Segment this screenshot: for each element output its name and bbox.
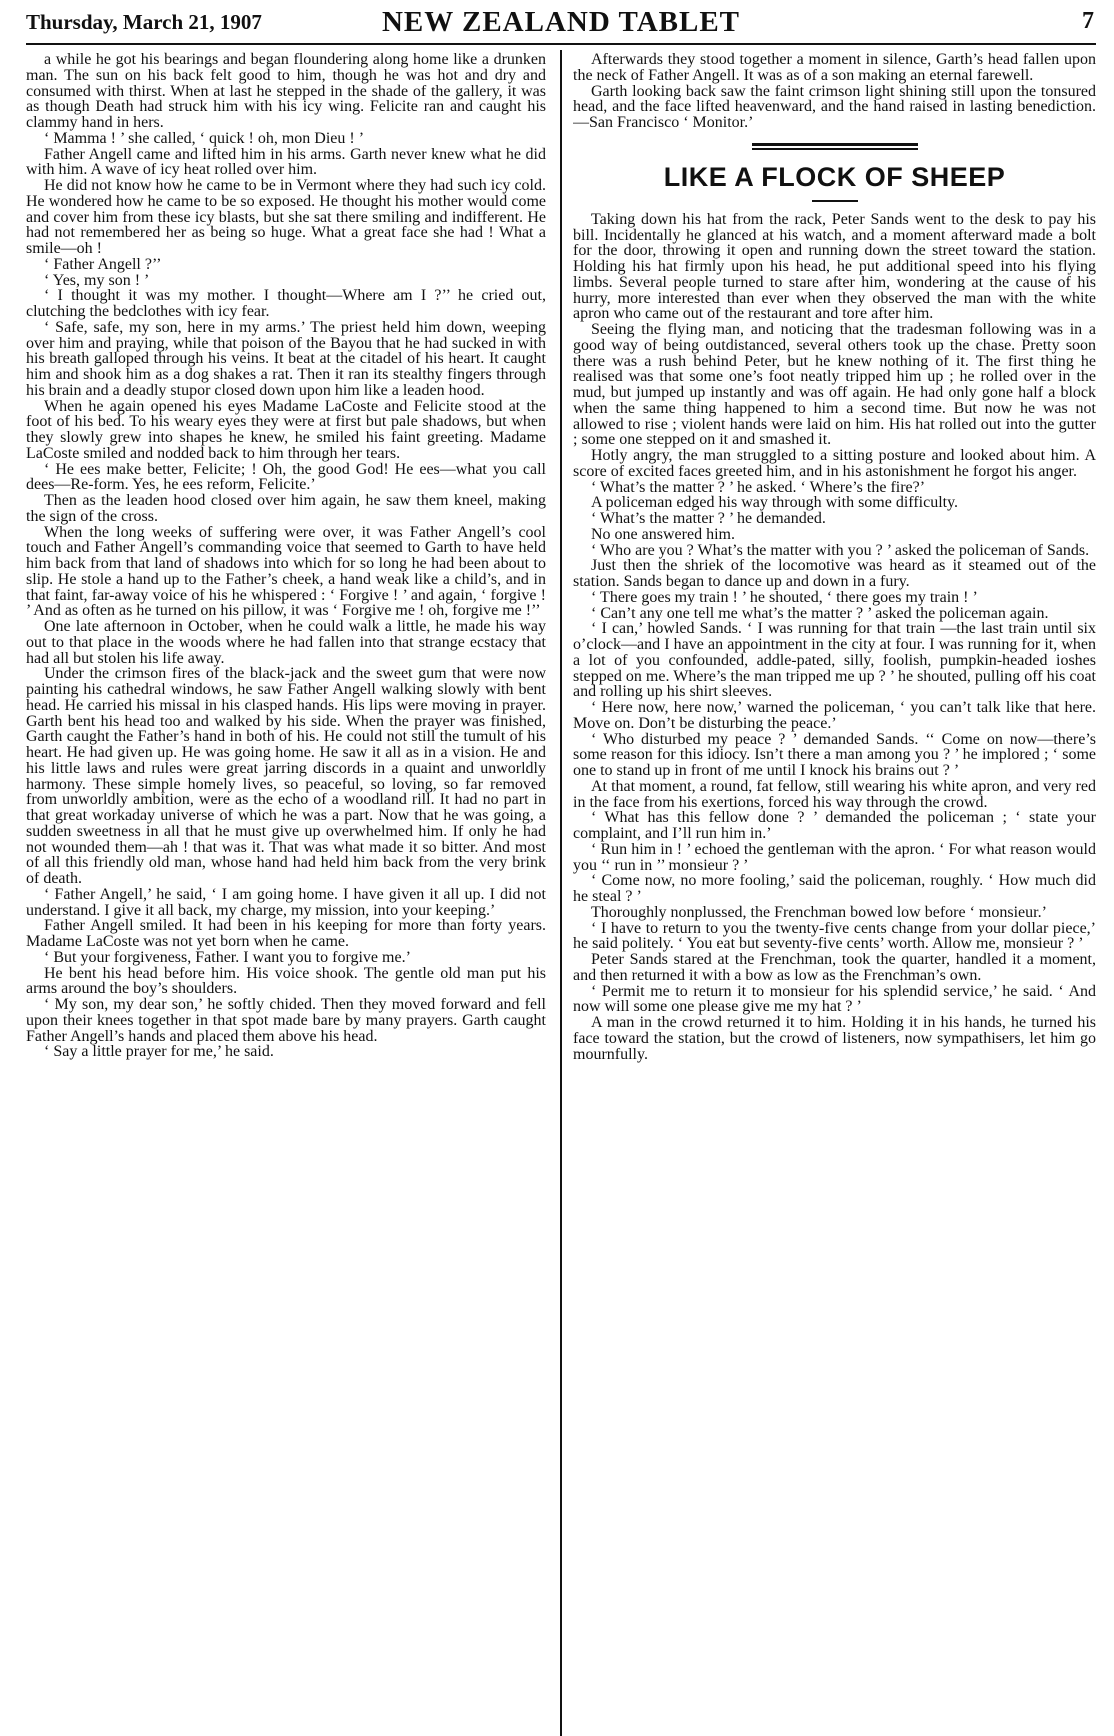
issue-date: Thursday, March 21, 1907 xyxy=(26,10,262,34)
paragraph: He bent his head before him. His voice shook. The gentle old man put his arms around the boy’s shoulders. xyxy=(26,964,546,998)
article-title: LIKE A FLOCK OF SHEEP xyxy=(663,161,1006,192)
paragraph: ‘ I have to return to you the twenty-five cents change from your dollar piece,’ he said politely. ‘ You eat but seventy-five cents’ worth. Allow me, monsieur ? ’ xyxy=(573,919,1096,953)
paragraph: Just then the shriek of the locomotive was heard as it steamed out of the station. Sands began to dance up and down in a fury. xyxy=(573,557,1096,590)
paragraph: Then as the leaden hood closed over him again, he saw them kneel, making the sign of the cross. xyxy=(26,492,546,525)
article-heading xyxy=(573,143,1096,202)
paragraph: ‘ Come now, no more fooling,’ said the policeman, roughly. ‘ How much did he steal ? ’ xyxy=(573,872,1096,905)
paragraph: ‘ Permit me to return it to monsieur for his splendid service,’ he said. ‘ And now will some one please give me my hat ? ’ xyxy=(573,982,1096,1016)
paragraph: No one answered him. xyxy=(591,525,735,543)
paragraph: At that moment, a round, fat fellow, still wearing his white apron, and very red in the face from his exertions, forced his way through the crowd. xyxy=(573,777,1096,811)
page-header xyxy=(26,6,1096,40)
paragraph: ‘ What’s the matter ? ’ he asked. ‘ Where’s the fire?’ xyxy=(591,478,926,496)
paragraph: Father Angell came and lifted him in his arms. Garth never knew what he did with him. A wave of icy heat rolled over him. xyxy=(26,145,546,179)
paragraph: A policeman edged his way through with some difficulty. xyxy=(591,494,959,512)
paragraph: Garth looking back saw the faint crimson light shining still upon the tonsured head, and the face lifted heavenward, and the hand raised in lasting benediction.—San Francisco ‘ Monitor.’ xyxy=(573,82,1096,131)
paragraph: ‘ Who disturbed my peace ? ’ demanded Sands. ‘‘ Come on now—there’s some reason for this idiocy. Isn’t there a man among you ? ’ he implored ; ‘ some one to stand up in front of me until I knock his brains out ? ’ xyxy=(573,730,1096,779)
paragraph: ‘ Safe, safe, my son, here in my arms.’ The priest held him down, weeping over him and praying, while that poison of the Bayou that he had sucked in with his breath galloped through his veins. It beat at the citadel of his heart. It caught him and shook him as a dog shakes a rat. Then it ran its stealthy fingers through his brain and a deadly stupor closed down upon him like a leaden hood. xyxy=(26,318,546,399)
paragraph: ‘ I can,’ howled Sands. ‘ I was running for that train —the last train until six o’clock—and I have an appointment in the city at four. I was running for it, when a lot of you confounded, addle-pated, silly, foolish, pumpkin-headed ioshes stepped on me. Where’s the man tripped me up ? ’ he shouted, pulling off his coat and rolling up his shirt sleeves. xyxy=(573,620,1096,701)
paragraph: ‘ What’s the matter ? ’ he demanded. xyxy=(591,510,826,527)
paragraph: Hotly angry, the man struggled to a sitting posture and looked about him. A score of excited faces greeted him, and in his astonishment he forgot his anger. xyxy=(573,447,1096,480)
left-column xyxy=(26,52,546,1736)
paragraph: Peter Sands stared at the Frenchman, took the quarter, handled it a moment, and then returned it with a bow as low as the Frenchman’s own. xyxy=(573,951,1096,984)
paragraph: Afterwards they stood together a moment in silence, Garth’s head fallen upon the neck of Father Angell. It was as of a son making an eternal farewell. xyxy=(573,52,1096,84)
paragraph: When the long weeks of suffering were over, it was Father Angell’s cool touch and Father Angell’s commanding voice that seemed to Garth to have held him back from that land of shadows into which for so long he had been about to slip. He stole a hand up to the Father’s cheek, a hand weak like a child’s, and in that faint, far-away voice of his he whispered : ‘ Forgive ! ’ and again, ‘ forgive ! ’ And as often as he turned on his pillow, it was ‘ Forgive me ! oh, forgive me !’’ xyxy=(26,523,546,620)
page-number: 7 xyxy=(1082,8,1094,34)
paragraph: ‘ I thought it was my mother. I thought—Where am I ?’’ he cried out, clutching the bedclothes with icy fear. xyxy=(26,287,546,320)
paragraph: ‘ But your forgiveness, Father. I want you to forgive me.’ xyxy=(44,948,411,966)
paragraph: ‘ My son, my dear son,’ he softly chided. Then they moved forward and fell upon their knees together in that spot made bare by many prayers. Garth caught Father Angell’s hands and placed them above his head. xyxy=(26,996,546,1045)
header-rule xyxy=(26,43,1096,45)
paragraph: One late afternoon in October, when he could walk a little, he made his way out to that place in the woods where he had fallen into that strange ecstacy that had all but stolen his life away. xyxy=(26,618,546,667)
paragraph: ‘ Can’t any one tell me what’s the matter ? ’ asked the policeman again. xyxy=(591,604,1049,622)
publication-title: NEW ZEALAND TABLET xyxy=(381,6,741,38)
paragraph: ‘ There goes my train ! ’ he shouted, ‘ there goes my train ! ’ xyxy=(591,588,978,606)
paragraph: ‘ Father Angell ?’’ xyxy=(44,255,162,273)
paragraph: Thoroughly nonplussed, the Frenchman bowed low before ‘ monsieur.’ xyxy=(591,903,1047,921)
paragraph: Seeing the flying man, and noticing that the tradesman following was in a good way of being outdistanced, several others took up the chase. Pretty soon there was a rush behind Peter, but he knew nothing of it. The first thing he realised was that some one’s foot neatly tripped him up ; he rolled over in the mud, but jumped up instantly and was off again. He had only gone half a block when the same thing happened to him a second time. But now he was not allowed to rise ; violent hands were laid on him. His hat rolled out into the gutter ; some one stepped on it and smashed it. xyxy=(573,321,1096,449)
paragraph: ‘ Run him in ! ’ echoed the gentleman with the apron. ‘ For what reason would you ‘‘ run in ’’ monsieur ? ’ xyxy=(573,840,1096,874)
right-column xyxy=(573,52,1096,1736)
paragraph: ‘ Who are you ? What’s the matter with you ? ’ asked the policeman of Sands. xyxy=(591,541,1090,559)
paragraph: a while he got his bearings and began floundering along home like a drunken man. The sun on his back felt good to him, though he was hot and dry and consumed with thirst. When at last he stepped in the shade of the gallery, it was as though Death had struck him with his icy wing. Felicite ran and caught his clammy hand in hers. xyxy=(26,52,546,131)
paragraph: ‘ Yes, my son ! ’ xyxy=(44,271,150,289)
section-divider xyxy=(752,143,918,150)
paragraph: ‘ Mamma ! ’ she called, ‘ quick ! oh, mon Dieu ! ’ xyxy=(44,129,365,147)
paragraph: ‘ What has this fellow done ? ’ demanded the policeman ; ‘ state your complaint, and I’ll run him in.’ xyxy=(573,809,1096,842)
title-underline xyxy=(812,200,858,202)
paragraph: Under the crimson fires of the black-jack and the sweet gum that were now painting his cathedral windows, he saw Father Angell walking slowly with bent head. He carried his missal in his clasped hands. His lips were moving in prayer. Garth bent his head too and walked by his side. When the prayer was finished, Garth caught the Father’s hand in both of his. He could not still the tumult of his heart. He had given up. He was going home. He saw it all as in a vision. He and his little laws and rules were great jarring discords in a quaint and unworldly harmony. These simple homely lives, so peaceful, so loving, so far removed from unworldly ambition, were as the echo of a woodland rill. It had no part in that great workaday universe of which he was a part. Now that he was going, a sudden sweetness in all that he must give up overwhelmed him. If only he had not wounded them—ah ! that was it. That was what made it so bitter. And most of all this friendly old man, whose hand had held him back from the very brink of death. xyxy=(26,665,546,887)
paragraph: ‘ He ees make better, Felicite; ! Oh, the good God! He ees—what you call dees—Re-form. Yes, he ees reform, Felicite.’ xyxy=(26,460,546,494)
paragraph: ‘ Say a little prayer for me,’ he said. xyxy=(44,1043,274,1061)
paragraph: ‘ Here now, here now,’ warned the policeman, ‘ you can’t talk like that here. Move on. Don’t be disturbing the peace.’ xyxy=(573,699,1096,732)
paragraph: When he again opened his eyes Madame LaCoste and Felicite stood at the foot of his bed. To his weary eyes they were at first but pale shadows, but when they slowly grew into shapes he knew, he smiled his faint greeting. Madame LaCoste smiled and nodded back to him through her tears. xyxy=(26,397,546,462)
paragraph: He did not know how he came to be in Vermont where they had such icy cold. He wondered how he came to be so exposed. He thought his mother would come and cover him from these icy blasts, but she sat there smiling and indifferent. He had not remembered her as being so huge. What a great face she had ! What a smile—oh ! xyxy=(26,177,546,257)
paragraph: Father Angell smiled. It had been in his keeping for more than forty years. Madame LaCoste was not yet born when he came. xyxy=(26,917,546,950)
paragraph: ‘ Father Angell,’ he said, ‘ I am going home. I have given it all up. I did not understand. I give it all back, my charge, my mission, into your keeping.’ xyxy=(26,885,546,919)
column-divider xyxy=(560,50,562,1736)
paragraph: Taking down his hat from the rack, Peter Sands went to the desk to pay his bill. Incidentally he glanced at his watch, and a moment afterward made a bolt for the door, throwing it open and running down the street toward the station. Holding his hat firmly upon his head, he put additional speed into his flying limbs. Several people turned to stare after him, wondering at the cause of his hurry, more interested than ever when they observed the man with the white apron who came out of the restaurant and tore after him. xyxy=(573,210,1096,323)
paragraph: A man in the crowd returned it to him. Holding it in his hands, he turned his face toward the station, but the crowd of listeners, now sympathisers, let him go mournfully. xyxy=(573,1014,1096,1063)
